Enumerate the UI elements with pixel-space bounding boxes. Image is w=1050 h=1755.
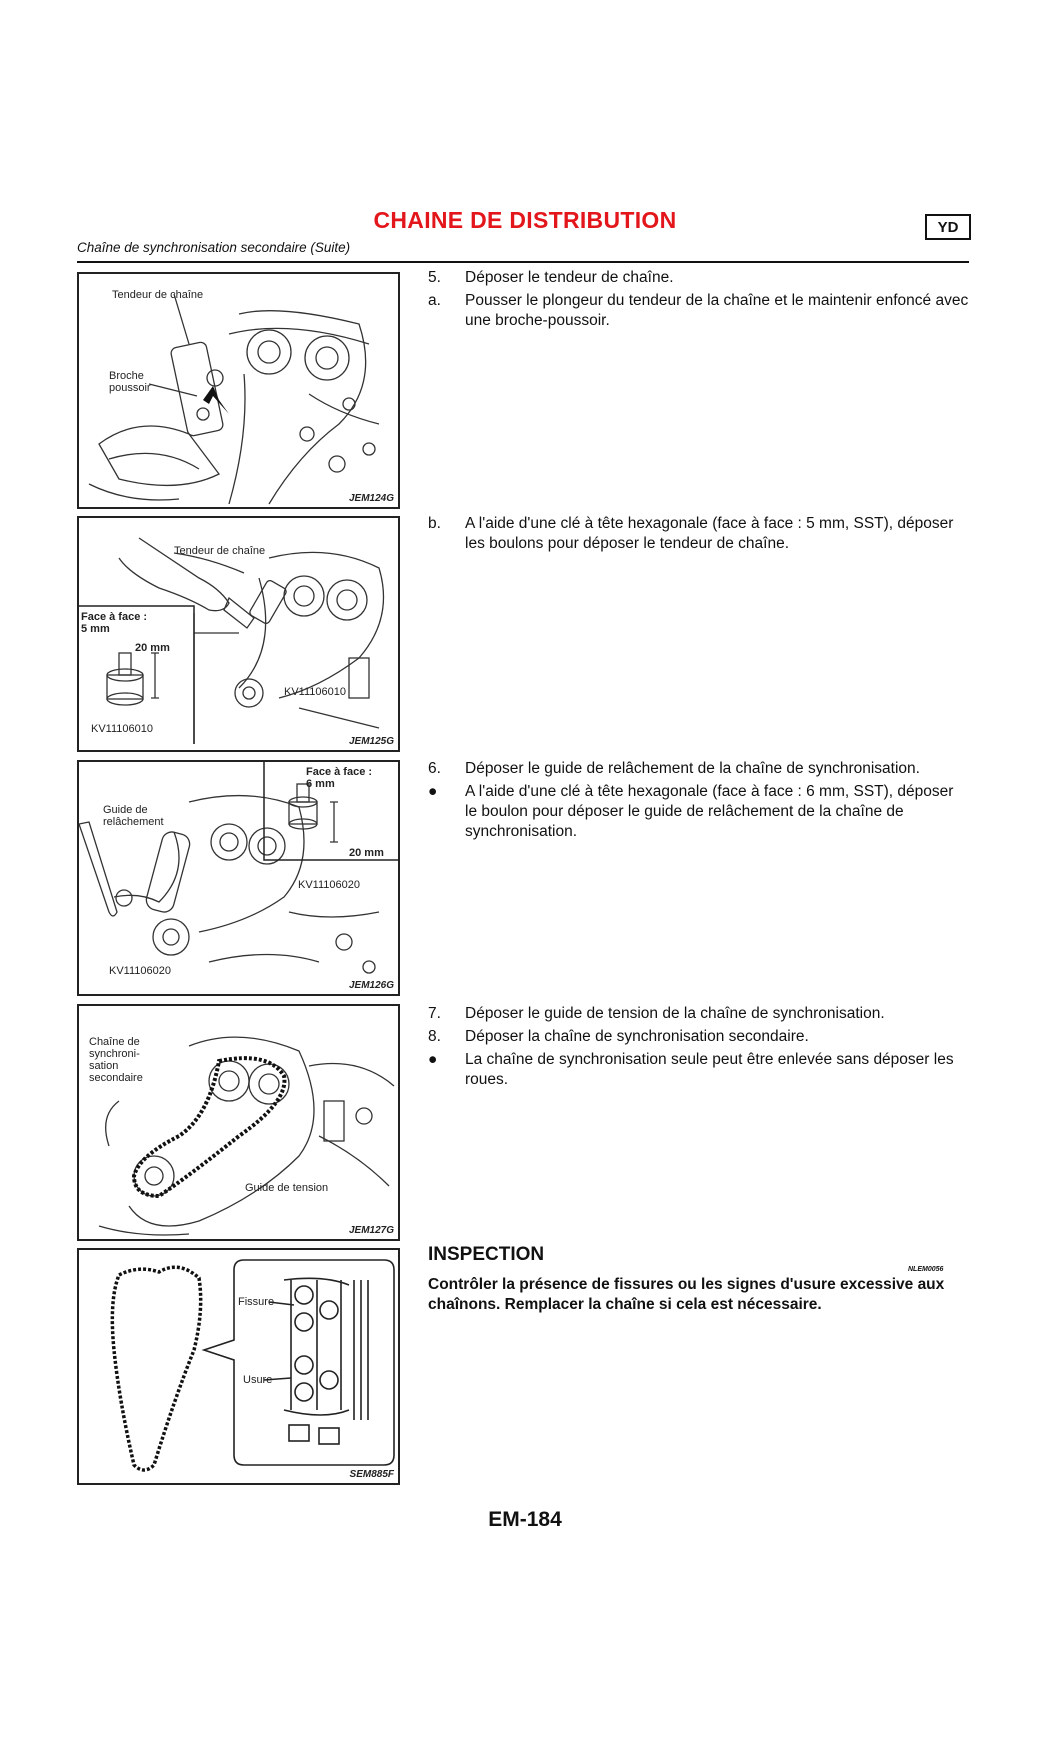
section-subtitle: Chaîne de synchronisation secondaire (Suite) xyxy=(77,240,351,255)
step-5 xyxy=(428,268,969,288)
instructions-slack-guide xyxy=(428,759,969,845)
step-number: 6. xyxy=(428,760,441,777)
figure-slack-guide xyxy=(77,760,400,996)
label-wear: Usure xyxy=(243,1374,273,1386)
step-text: Déposer le guide de tension de la chaîne de synchronisation. xyxy=(465,1005,885,1022)
header-rule xyxy=(77,261,969,263)
figure-code: JEM126G xyxy=(348,980,394,991)
step-number: 8. xyxy=(428,1028,441,1045)
label-5mm: 5 mm xyxy=(81,623,110,635)
figure-code: SEM885F xyxy=(349,1469,394,1480)
label-tool-number-2: KV11106020 xyxy=(109,965,171,977)
label-across-flats: Face à face : xyxy=(81,611,148,623)
step-text: A l'aide d'une clé à tête hexagonale (face à face : 5 mm, SST), déposer les boulons pour déposer le tendeur de chaîne. xyxy=(465,515,954,552)
page-number: EM-184 xyxy=(488,1508,562,1531)
label-push-pin-1: Broche xyxy=(109,370,144,382)
instructions-hex-wrench xyxy=(428,514,969,557)
bullet-8 xyxy=(428,1050,969,1090)
label-secondary-chain-1: Chaîne de xyxy=(89,1036,140,1048)
step-text: A l'aide d'une clé à tête hexagonale (face à face : 6 mm, SST), déposer le boulon pour déposer le guide de relâchement de la chaîne de synchronisation. xyxy=(465,783,954,840)
bullet-icon: ● xyxy=(428,1051,438,1068)
label-tool-number: KV11106020 xyxy=(298,879,360,891)
bullet-icon: ● xyxy=(428,783,438,800)
label-secondary-chain-2: synchroni- xyxy=(89,1048,140,1060)
figure-code: JEM125G xyxy=(348,736,394,747)
label-across-flats: Face à face : xyxy=(306,766,373,778)
inspection-text: Contrôler la présence de fissures ou les signes d'usure excessive aux chaînons. Remplacer la chaîne si cela est nécessaire. xyxy=(428,1276,945,1313)
label-20mm: 20 mm xyxy=(349,847,384,859)
label-slack-guide-1: Guide de xyxy=(103,804,148,816)
bullet-6 xyxy=(428,782,969,842)
step-7 xyxy=(428,1004,969,1024)
figure-secondary-chain xyxy=(77,1004,400,1241)
label-crack: Fissure xyxy=(238,1296,275,1308)
figure-chain-tensioner xyxy=(77,272,400,509)
label-secondary-chain-3: sation xyxy=(89,1060,119,1072)
figure-code: JEM124G xyxy=(348,493,394,504)
step-number: 5. xyxy=(428,269,441,286)
step-number: a. xyxy=(428,292,441,309)
step-8 xyxy=(428,1027,969,1047)
label-push-pin-2: poussoir xyxy=(109,382,151,394)
figure-code: JEM127G xyxy=(348,1225,394,1236)
label-tool-number: KV11106010 xyxy=(91,723,153,735)
inspection-ref: NLEM0056 xyxy=(908,1266,944,1273)
label-chain-tensioner: Tendeur de chaîne xyxy=(112,289,204,301)
step-5a xyxy=(428,291,969,331)
engine-badge: YD xyxy=(925,214,971,240)
figure-5-drawing xyxy=(79,1250,400,1485)
figure-hex-wrench-tensioner xyxy=(77,516,400,752)
step-5b xyxy=(428,514,969,554)
label-slack-guide-2: relâchement xyxy=(103,816,164,828)
label-chain-tensioner: Tendeur de chaîne xyxy=(174,545,266,557)
label-secondary-chain-4: secondaire xyxy=(89,1072,143,1084)
step-6 xyxy=(428,759,969,779)
instructions-tension-guide xyxy=(428,1004,969,1093)
step-text: Déposer le guide de relâchement de la chaîne de synchronisation. xyxy=(465,760,920,777)
instructions-tensioner xyxy=(428,268,969,334)
step-text: Pousser le plongeur du tendeur de la chaîne et le maintenir enfoncé avec une broche-poussoir. xyxy=(465,292,969,329)
page-title: CHAINE DE DISTRIBUTION xyxy=(373,207,677,233)
label-20mm: 20 mm xyxy=(135,642,170,654)
step-text: Déposer le tendeur de chaîne. xyxy=(465,269,674,286)
label-6mm: 6 mm xyxy=(306,778,335,790)
label-tool-number-2: KV11106010 xyxy=(284,686,346,698)
step-number: b. xyxy=(428,515,441,532)
step-text: Déposer la chaîne de synchronisation secondaire. xyxy=(465,1028,809,1045)
step-number: 7. xyxy=(428,1005,441,1022)
label-tension-guide: Guide de tension xyxy=(245,1182,329,1194)
step-text: La chaîne de synchronisation seule peut être enlevée sans déposer les roues. xyxy=(465,1051,954,1088)
figure-chain-inspection xyxy=(77,1248,400,1485)
inspection-heading: INSPECTION xyxy=(428,1244,545,1265)
